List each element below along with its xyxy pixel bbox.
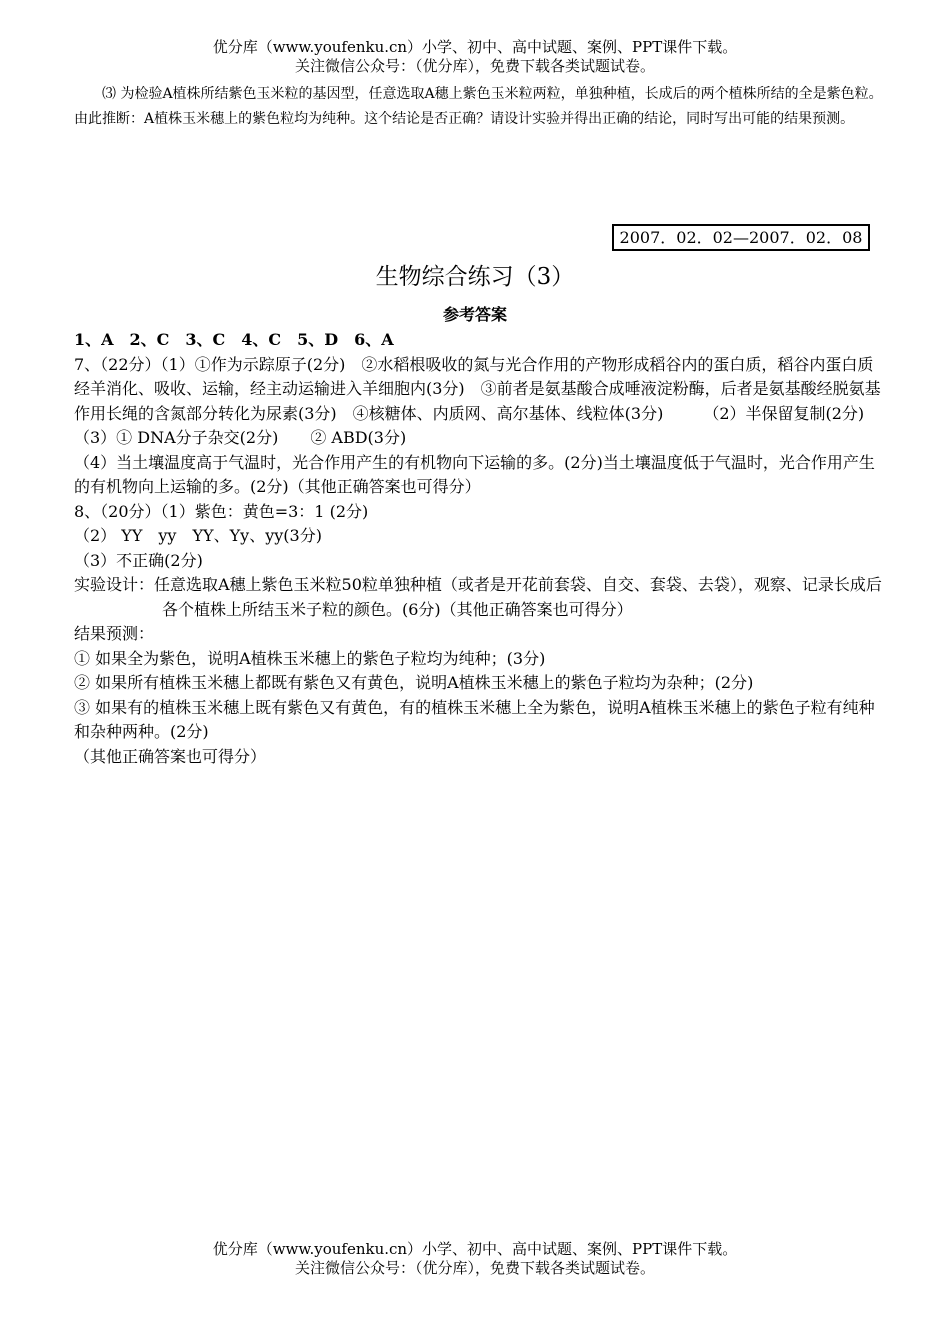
question-3-text: ⑶ 为检验A植株所结紫色玉米粒的基因型，任意选取A穗上紫色玉米粒两粒，单独种植，长成后的两个植株所结的全是紫色粒。由此推断：A植株玉米穗上的紫色粒均为纯种。这个结论是否正确？请设计实验并得出正确的结论，同时写出可能的结果预测。 <box>74 86 883 127</box>
q8-part-1: 8、（20分）（1）紫色：黄色=3：1 (2分) <box>74 501 369 521</box>
answer-body <box>74 328 913 769</box>
header-line-1: 优分库（www.youfenku.cn）小学、初中、高中试题、案例、PPT课件下载。 <box>212 38 738 56</box>
page-title: 生物综合练习（3） <box>375 264 575 290</box>
footer-line-1: 优分库（www.youfenku.cn）小学、初中、高中试题、案例、PPT课件下载。 <box>212 1240 738 1258</box>
q8-result-1: ① 如果全为紫色，说明A植株玉米穗上的紫色子粒均为纯种；(3分) <box>74 648 546 668</box>
date-range-box: 2007．02．02—2007．02．08 <box>612 224 870 251</box>
q8-experiment-design: 实验设计：任意选取A穗上紫色玉米粒50粒单独种植（或者是开花前套袋、自交、套袋、去袋），观察、记录长成后各个植株上所结玉米子粒的颜色。(6分)（其他正确答案也可得分） <box>74 575 882 619</box>
q8-part-3: （3）不正确(2分) <box>74 550 203 570</box>
header-line-2: 关注微信公众号：（优分库），免费下载各类试题试卷。 <box>294 57 655 75</box>
page-footer <box>0 1240 950 1278</box>
q7-part-1-3: 7、（22分）（1）①作为示踪原子(2分) ②水稻根吸收的氮与光合作用的产物形成稻谷内的蛋白质，稻谷内蛋白质经羊消化、吸收、运输，经主动运输进入羊细胞内(3分) ③前者是氨基酸合成唾液淀粉酶，后者是氨基酸经脱氨基作用长绳的含氮部分转化为尿素(3分) ④核糖体、内质网、高尔基体、线粒体(3分) （2）半保留复制(2分) （3）① DNA分子杂交(2分) ② ABD(3分) <box>74 354 913 447</box>
page-header <box>0 38 950 76</box>
q8-result-3: ③ 如果有的植株玉米穗上既有紫色又有黄色，有的植株玉米穗上全为紫色，说明A植株玉米穗上的紫色子粒有纯种和杂种两种。(2分) <box>74 697 875 741</box>
q8-part-2: （2） YY yy YY、Yy、yy(3分) <box>74 526 322 545</box>
footer-line-2: 关注微信公众号：（优分库），免费下载各类试题试卷。 <box>294 1259 655 1277</box>
q8-note: （其他正确答案也可得分） <box>74 746 267 766</box>
q8-result-2: ② 如果所有植株玉米穗上都既有紫色又有黄色，说明A植株玉米穗上的紫色子粒均为杂种；(2分) <box>74 673 754 692</box>
q8-prediction-label: 结果预测： <box>74 624 155 643</box>
answer-subtitle: 参考答案 <box>442 305 507 324</box>
q7-part-4: （4）当土壤温度高于气温时，光合作用产生的有机物向下运输的多。(2分)当土壤温度低于气温时，光合作用产生的有机物向上运输的多。(2分)（其他正确答案也可得分） <box>74 452 875 496</box>
multiple-choice-answers: 1、A 2、C 3、C 4、C 5、D 6、A <box>74 330 394 349</box>
